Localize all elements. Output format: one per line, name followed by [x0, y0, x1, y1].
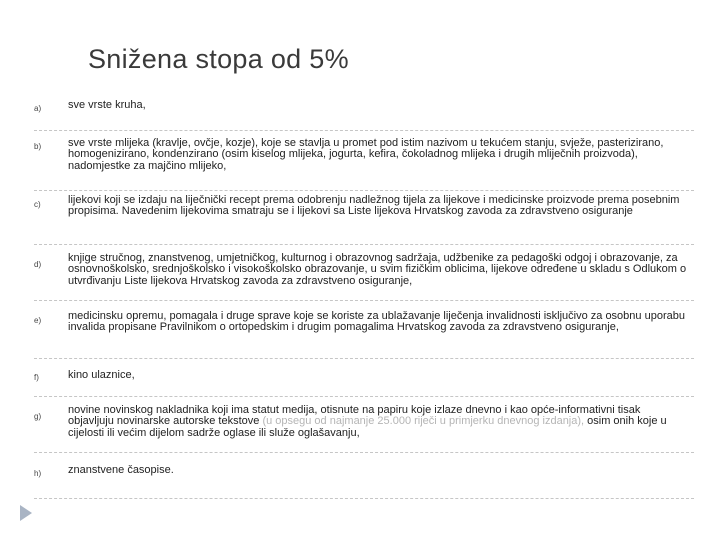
list-marker: h) [34, 469, 42, 478]
list-item [34, 96, 694, 131]
list-item [34, 190, 694, 245]
list-marker: a) [34, 104, 42, 113]
list-marker: d) [34, 260, 42, 269]
list-item [34, 244, 694, 301]
slide-title: Snižena stopa od 5% [88, 44, 349, 74]
list-item-text: znanstvene časopise. [68, 464, 174, 476]
list-marker: c) [34, 200, 41, 209]
next-slide-arrow-icon[interactable] [20, 505, 32, 521]
list-item-text: sve vrste mlijeka (kravlje, ovčje, kozje), koje se stavlja u promet pod istim nazivom u tekućem stanju, svježe, pasterizirano, homogenizirano, kondenzirano (osim kiselog mlijeka, jogurta, kefira, čokoladnog mlijeka i drugih mliječnih proizvoda), nadomjestke za majčino mlijeko, [68, 137, 664, 172]
list-item [34, 358, 694, 397]
item-g-text-muted: (u opsegu od najmanje 25.000 riječi u primjerku dnevnog izdanja), [262, 415, 585, 428]
list-item [34, 300, 694, 359]
list-marker: e) [34, 316, 42, 325]
list-item [34, 396, 694, 453]
list-item-text: medicinsku opremu, pomagala i druge sprave koje se koriste za ublažavanje liječenja invalidnosti isključivo za osobnu uporabu invalida propisane Pravilnikom o ortopedskim i drugim pomagalima Hrvatskog zavoda za zdravstveno osiguranje, [68, 310, 685, 334]
list-item-text: lijekovi koji se izdaju na liječnički recept prema odobrenju nadležnog tijela za lijekove i medicinske proizvode prema posebnim propisima. Navedenim lijekovima smatraju se i lijekovi sa Liste lijekova Hrvatskog zavoda za zdravstveno osiguranje [68, 194, 680, 218]
list-marker: b) [34, 142, 42, 151]
list-item-text: sve vrste kruha, [68, 99, 146, 111]
list-item-text [68, 405, 688, 439]
list-item-text: knjige stručnog, znanstvenog, umjetničkog, kulturnog i obrazovnog sadržaja, udžbenike za pedagoški odgoj i obrazovanje, za osnovnoškolsko, srednjoškolsko i visokoškolsko obrazovanje, u svim fizičkim oblicima, lijekove određene u skladu s Odlukom o utvrđivanju Liste lijekova Hrvatskog zavoda za zdravstveno osiguranje, [68, 252, 687, 287]
item-g-text-start: novine novinskog nakladnika koji ima statut medija, otisnute na papiru koje izlaze dnevno i kao opće-informativni tisak objavljuju novinarske autorske tekstove [68, 404, 641, 428]
list-marker: g) [34, 412, 42, 421]
list-marker: f) [34, 373, 39, 382]
item-g-text-end: osim onih koje u cijelosti ili većim dijelom sadrže oglase ili služe oglašavanju, [68, 415, 667, 439]
list-item [34, 452, 694, 499]
list-item [34, 130, 694, 191]
list-item-text: kino ulaznice, [68, 369, 135, 381]
